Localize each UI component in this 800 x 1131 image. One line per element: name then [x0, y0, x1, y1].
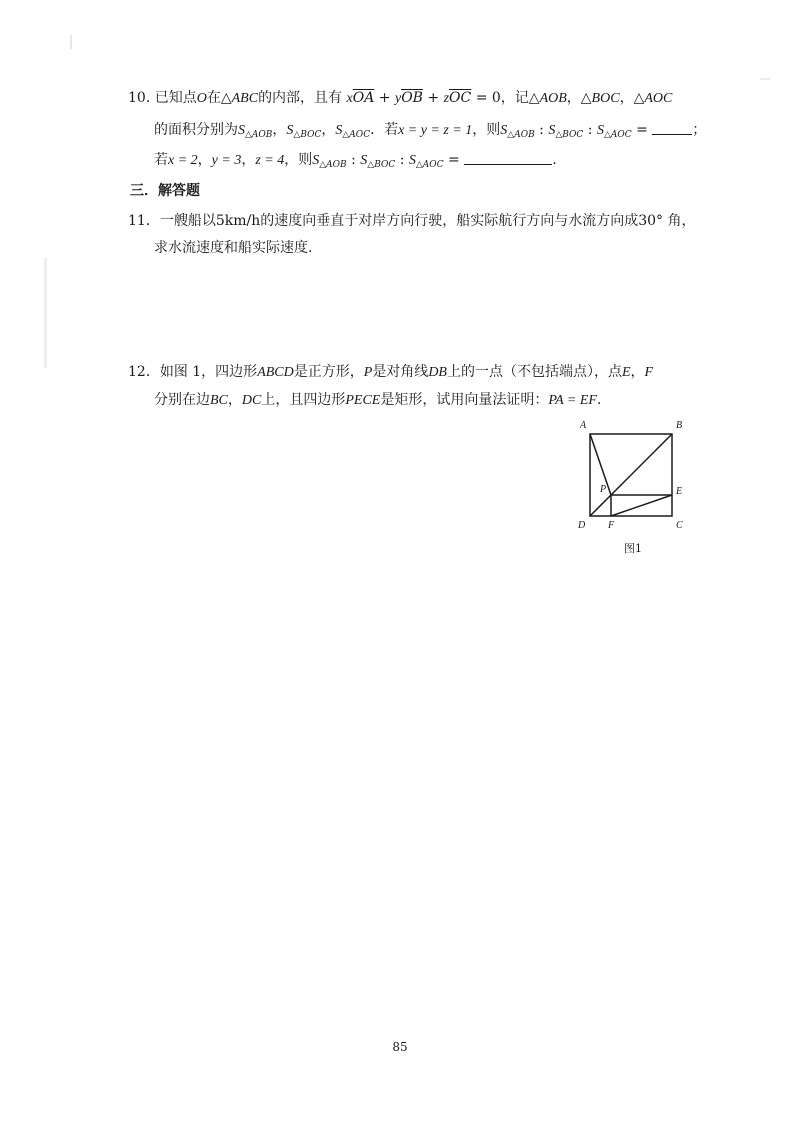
diagonal-db — [590, 434, 672, 516]
label-d: D — [578, 520, 586, 531]
label-b: B — [676, 420, 683, 431]
scan-mark-top-right — [760, 78, 770, 80]
figure-caption: 图1 — [624, 542, 642, 555]
scan-mark-left — [44, 258, 47, 368]
section-title: 三．解答题 — [130, 183, 200, 199]
scan-mark-top-left — [70, 35, 72, 49]
q10-line-2: 的面积分别为$S_{\triangle AOB}$，$S_{\triangle BOC}$，$S_{\triangle AOC}$．若x = y = z = 1，则$S_{\triangle AOB}$ : $S_{\triangle BOC}$ : $S_{\triangle AOC}$ = ； — [154, 122, 707, 140]
label-a: A — [580, 420, 587, 431]
q11-line-2: 求水流速度和船实际速度. — [154, 240, 313, 256]
q12-line-2: 分别在边BC，DC上，且四边形PECE是矩形，试用向量法证明：PA = EF. — [154, 392, 602, 408]
q12-line-1: 12．如图 1，四边形ABCD是正方形，P是对角线DB上的一点（不包括端点），点E，F — [128, 364, 654, 380]
label-p: P — [600, 484, 607, 495]
q10-line-3: 若x = 2，y = 3，z = 4，则$S_{\triangle AOB}$ : $S_{\triangle BOC}$ : $S_{\triangle AOC}$ = . — [154, 152, 557, 170]
q12-number: 12． — [128, 364, 160, 380]
label-f: F — [608, 520, 615, 531]
q10-line-1: 10. 已知点O在△ABC的内部，且有 $x\overline{OA} + y\overline{OB} + z\overline{OC} = 0$，记△AOB，△BOC，△AOC — [128, 90, 673, 106]
page-number: 85 — [392, 1040, 408, 1054]
q10-answer-blank-1[interactable] — [652, 122, 692, 135]
label-e: E — [676, 486, 683, 497]
segment-ef — [611, 495, 672, 516]
q11-number: 11． — [128, 213, 160, 229]
q10-number: 10. — [128, 90, 151, 106]
q11-line-1: 11．一艘船以5km/h的速度向垂直于对岸方向行驶，船实际航行方向与水流方向成30° 角， — [128, 213, 696, 229]
q10-answer-blank-2[interactable] — [464, 152, 552, 165]
label-c: C — [676, 520, 683, 531]
figure-1 — [572, 418, 692, 568]
